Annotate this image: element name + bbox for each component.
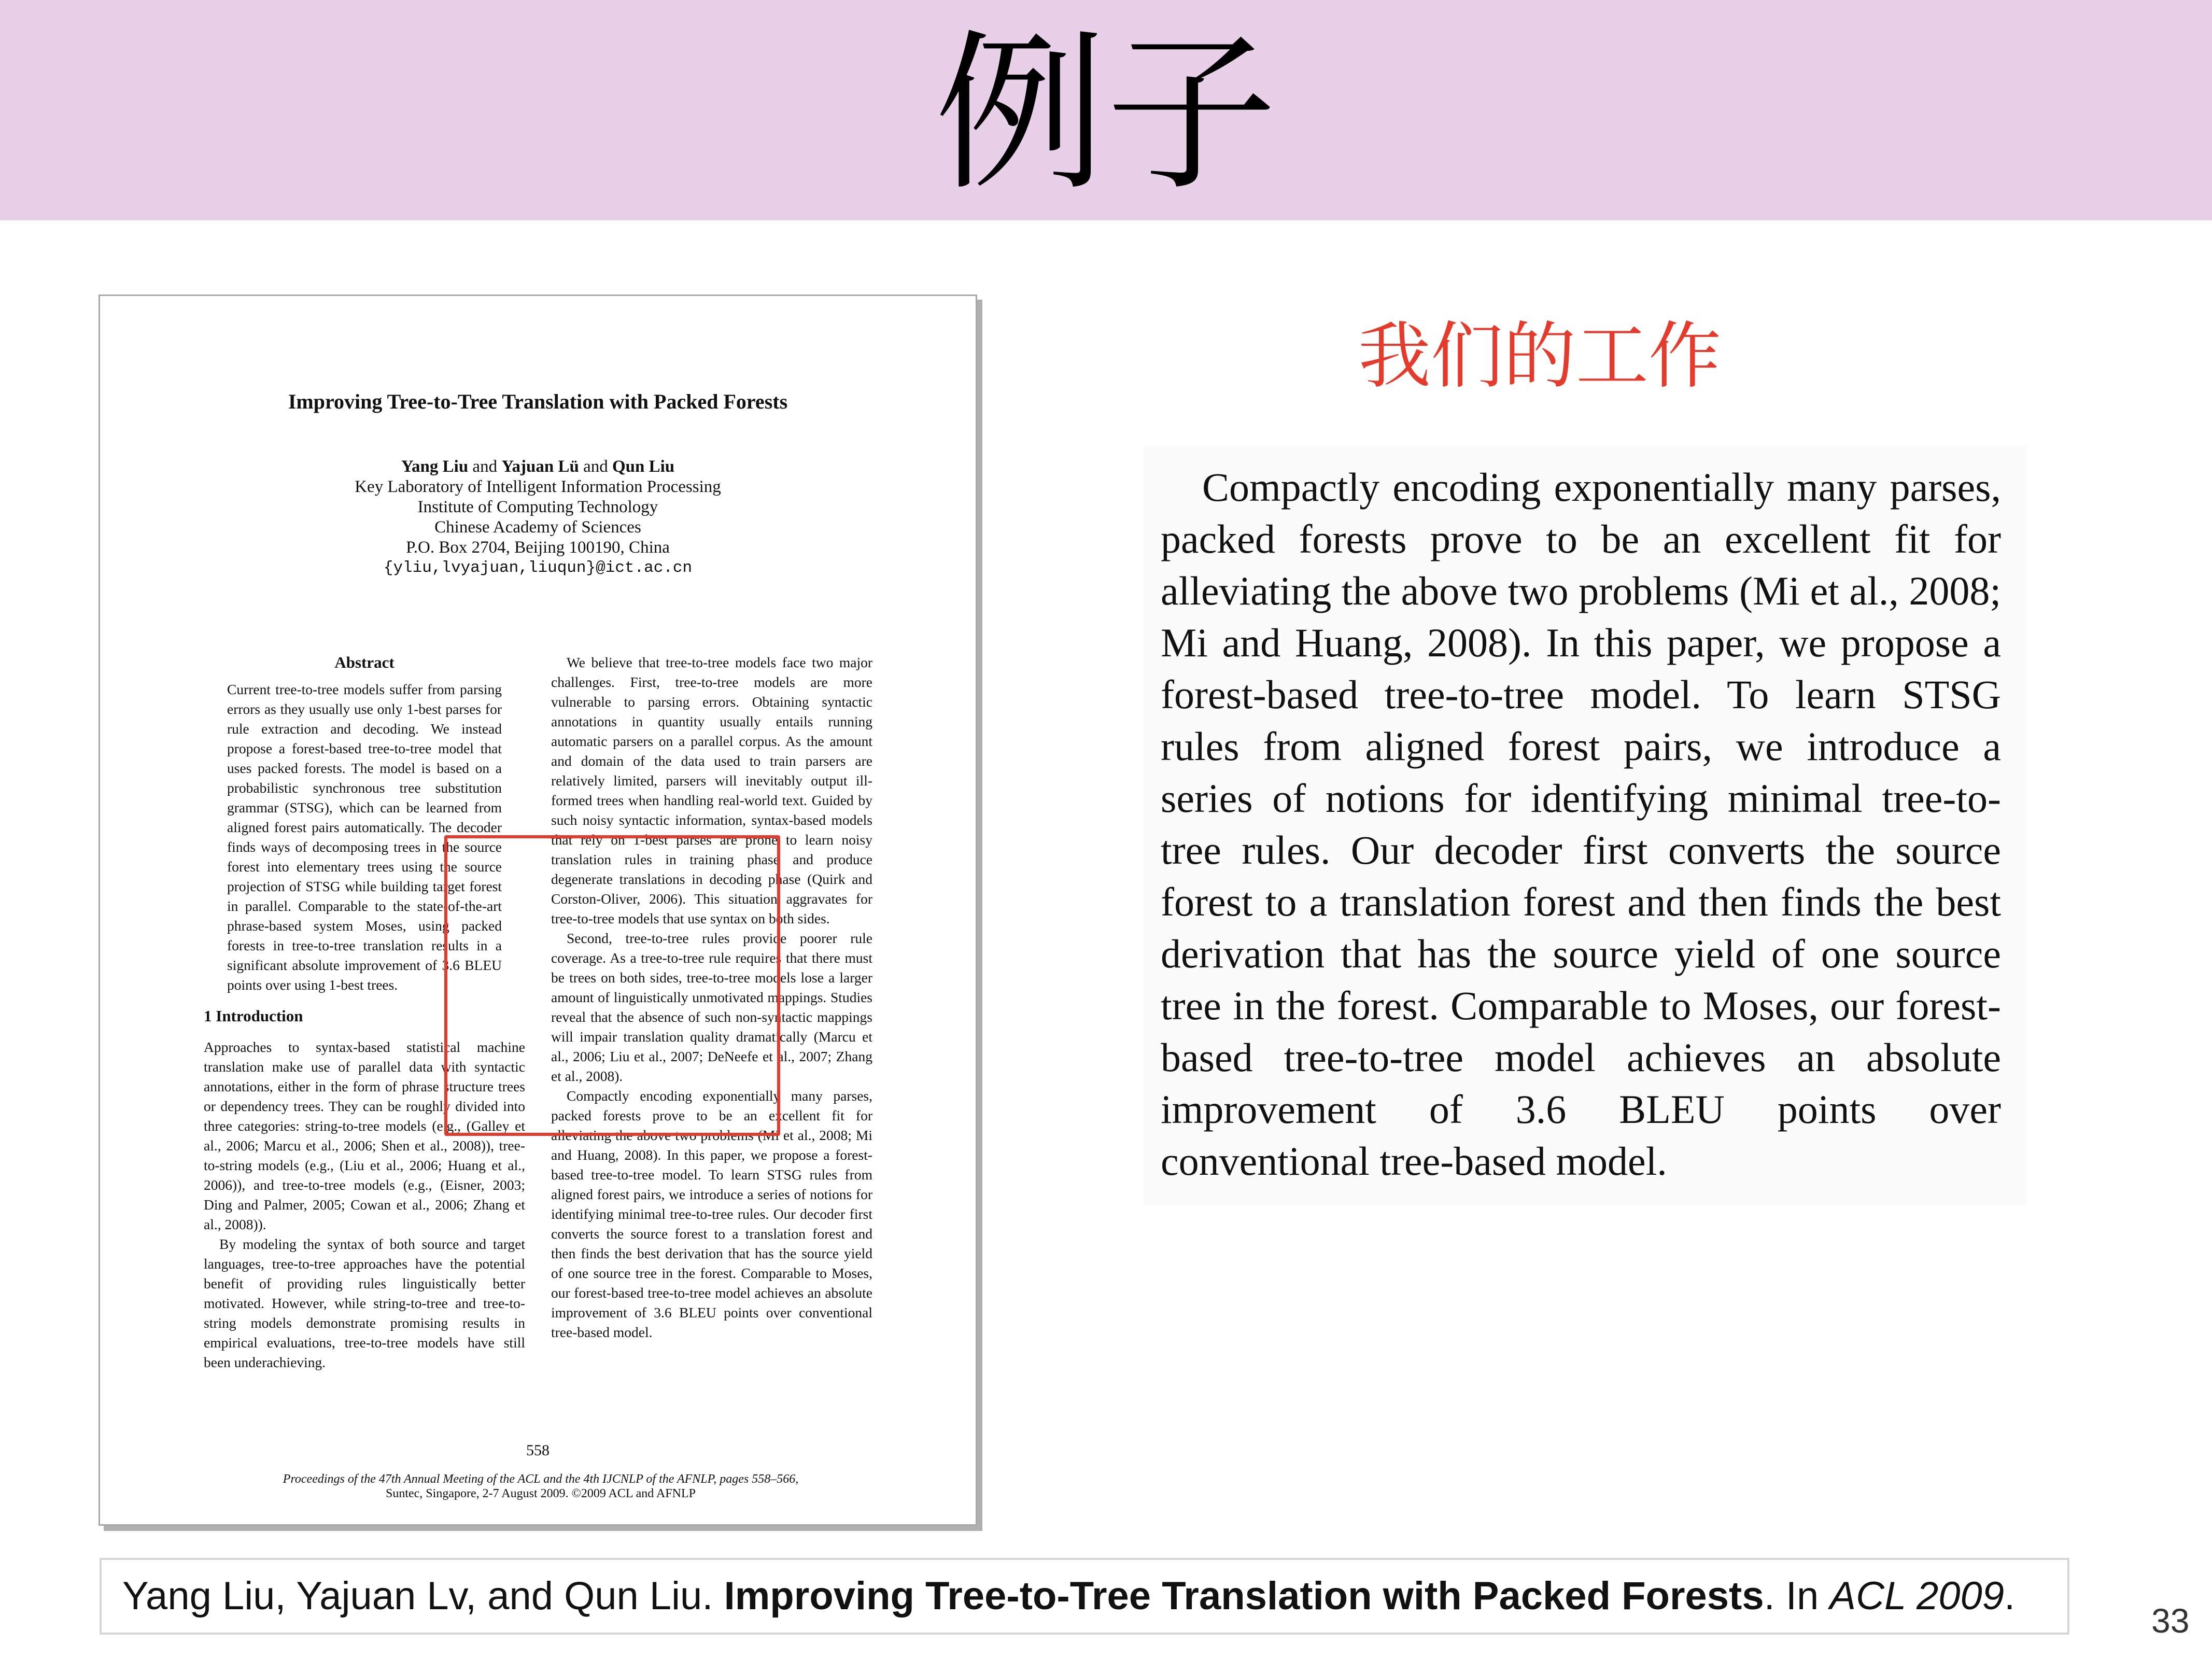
body-paragraph: We believe that tree-to-tree models face two major challenges. First, tree-to-tree models are more vulnerable to parsing errors. Obtaining syntactic annotations in quantity usually entails running automatic parsers on a parallel corpus. As the amount and domain of the data used to train parsers are relatively limited, parsers will inevitably output ill-formed trees when handling real-world text. Guided by such noisy syntactic information, syntax-based models that rely on 1-best parses are prone to learn noisy translation rules in training phase and produce degenerate translations in decoding phase (Quirk and Corston-Oliver, 2006). This situation aggravates for tree-to-tree models that use syntax on both sides.: [551, 654, 872, 926]
author-name: Yajuan Lü: [501, 457, 579, 476]
author-separator: and: [583, 457, 608, 476]
citation-venue: ACL 2009: [1829, 1574, 2005, 1618]
affiliation-line: Institute of Computing Technology: [417, 498, 658, 516]
abstract-title: Abstract: [334, 653, 395, 671]
citation-box: [100, 1558, 2069, 1635]
intro-paragraph: Approaches to syntax-based statistical machine translation make use of parallel data with syntactic annotations, either in the form of phrase structure trees or dependency trees. They can be roughly divided into three categories: string-to-tree models (e.g., (Galley et al., 2006; Marcu et al., 2006; Shen et al., 2008)), tree-to-string models (e.g., (Liu et al., 2006; Huang et al., 2006)), and tree-to-tree models (e.g., (Eisner, 2003; Ding and Palmer, 2005; Cowan et al., 2006; Zhang et al., 2008)).: [204, 1039, 525, 1232]
zoomed-paragraph: Compactly encoding exponentially many parses, packed forests prove to be an excellent fit for alleviating the above two problems (Mi et al., 2008; Mi and Huang, 2008). In this paper, we propose a forest-based tree-to-tree model. To learn STSG rules from aligned forest pairs, we introduce a series of notions for identifying minimal tree-to-tree rules. Our decoder first converts the source forest to a translation forest and then finds the best derivation that has the source yield of one source tree in the forest. Comparable to Moses, our forest-based tree-to-tree model achieves an absolute improvement of 3.6 BLEU points over conventional tree-based model.: [1161, 465, 2001, 1184]
affiliation-line: Chinese Academy of Sciences: [434, 518, 641, 537]
author-email: {yliu,lvyajuan,liuqun}@ict.ac.cn: [383, 559, 693, 577]
author-separator: and: [472, 457, 498, 476]
slide-number: 33: [2151, 1601, 2190, 1640]
intro-paragraph: By modeling the syntax of both source and target languages, tree-to-tree approaches have the potential benefit of providing rules linguistically better motivated. However, while string-to-tree and tree-to-string models demonstrate promising results in empirical evaluations, tree-to-tree models have still been underachieving.: [204, 1236, 525, 1370]
proceedings-footer: [193, 1472, 888, 1501]
abstract-text: Current tree-to-tree models suffer from parsing errors as they usually use only 1-best parses for rule extraction and decoding. We instead propose a forest-based tree-to-tree model that uses packed forests. The model is based on a probabilistic synchronous tree substitution grammar (STSG), which can be learned from aligned forest pairs automatically. The decoder finds ways of decomposing trees in the source forest into elementary trees using the source projection of STSG while building target forest in parallel. Comparable to the state-of-the-art phrase-based system Moses, using packed forests in tree-to-tree translation results in a significant absolute improvement of 3.6 BLEU points over using 1-best trees.: [227, 681, 502, 993]
proceedings-line: Proceedings of the 47th Annual Meeting of the ACL and the 4th IJCNLP of the AFNLP, pages 558–566,: [283, 1472, 799, 1486]
author-name: Yang Liu: [401, 457, 469, 476]
citation-title: Improving Tree-to-Tree Translation with Packed Forests: [724, 1574, 1764, 1618]
authors-line: [100, 457, 976, 477]
affiliation-line: Key Laboratory of Intelligent Information Processing: [355, 477, 721, 496]
highlight-box: [444, 835, 780, 1136]
zoomed-excerpt: [1143, 446, 2027, 1205]
citation-authors: Yang Liu, Yajuan Lv, and Qun Liu.: [122, 1574, 713, 1618]
authors-block: [100, 457, 976, 578]
paper-title: Improving Tree-to-Tree Translation with Packed Forests: [288, 390, 788, 413]
intro-heading: 1 Introduction: [204, 1007, 303, 1025]
address-line: P.O. Box 2704, Beijing 100190, China: [406, 538, 670, 557]
proceedings-line: [193, 1486, 888, 1501]
author-name: Qun Liu: [612, 457, 675, 476]
page-number: 558: [526, 1442, 550, 1459]
proceedings-location: Suntec, Singapore, 2-7 August 2009.: [385, 1487, 569, 1500]
body-paragraph: Second, tree-to-tree rules provide poorer rule coverage. As a tree-to-tree rule requires that there must be trees on both sides, tree-to-tree models lose a larger amount of linguistically unmotivated mappings. Studies reveal that the absence of such non-syntactic mappings will impair translation quality dramatically (Marcu et al., 2006; Liu et al., 2007; DeNeefe et al., 2007; Zhang et al., 2008).: [551, 930, 872, 1084]
slide-title: 例子: [935, 15, 1277, 214]
our-work-label: 我们的工作: [1358, 314, 1721, 399]
highlighted-paragraph: Compactly encoding exponentially many parses, packed forests prove to be an excellent fit for alleviating the above two problems (Mi et al., 2008; Mi and Huang, 2008). In this paper, we propose a forest-based tree-to-tree model. To learn STSG rules from aligned forest pairs, we introduce a series of notions for identifying minimal tree-to-tree rules. Our decoder first converts the source forest to a translation forest and then finds the best derivation that has the source yield of one source tree in the forest. Comparable to Moses, our forest-based tree-to-tree model achieves an absolute improvement of 3.6 BLEU points over conventional tree-based model.: [551, 1088, 872, 1340]
proceedings-copyright: ©2009 ACL and AFNLP: [571, 1487, 696, 1500]
citation-end: .: [2004, 1574, 2016, 1618]
citation-in: . In: [1764, 1574, 1819, 1618]
